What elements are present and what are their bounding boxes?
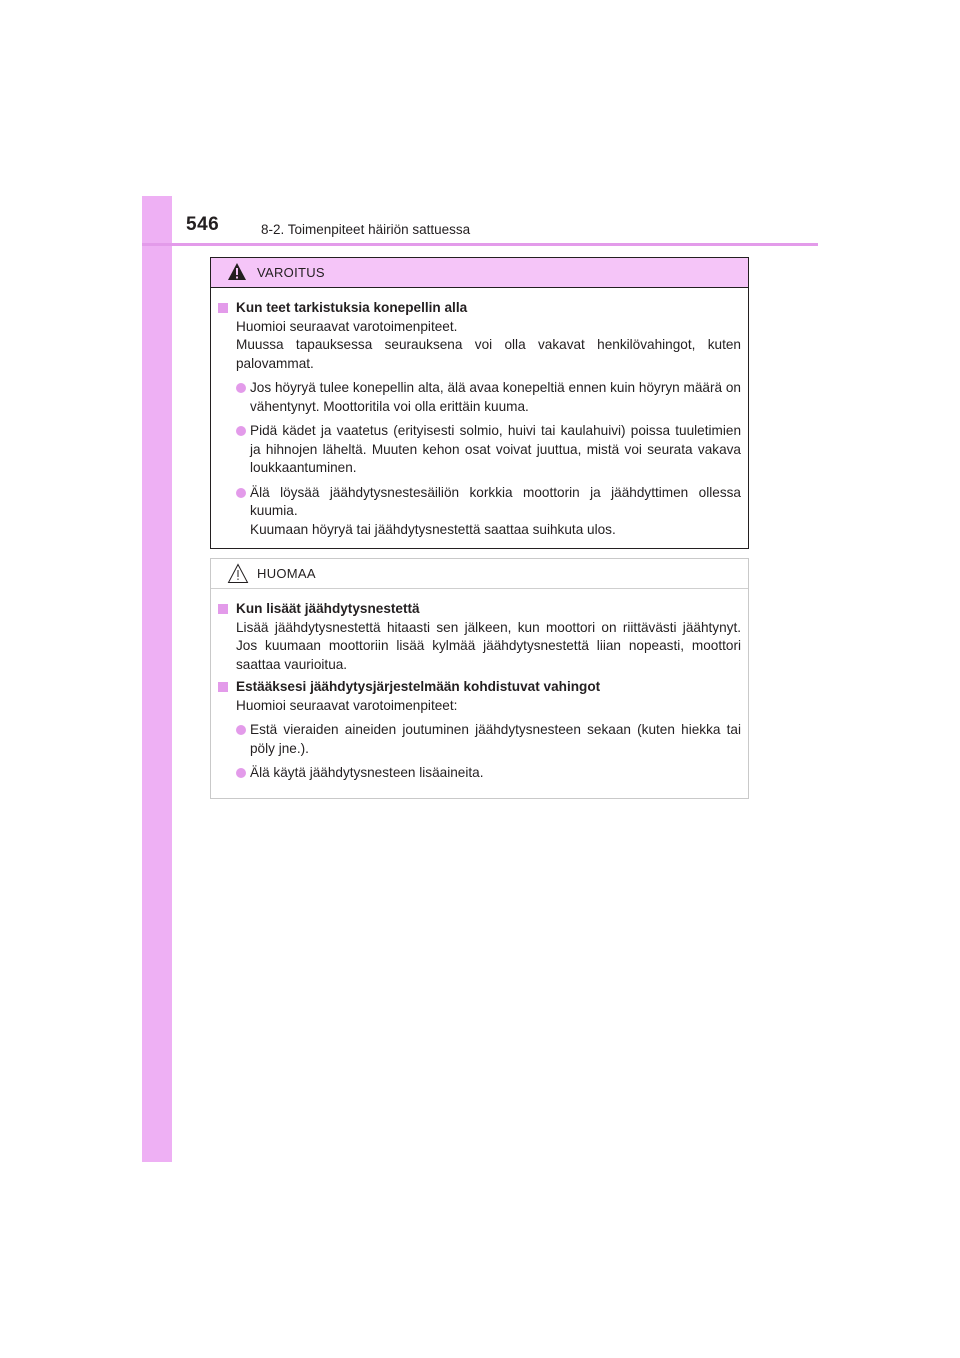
- notice-bullet: [218, 721, 741, 758]
- notice-para-1: Lisää jäähdytysnestettä hitaasti sen jälkeen, kun moottori on riittävästi jäähtynyt. Jos kuumaan moottoriin lisää kylmää jäähdytysnestettä liian nopeasti, moottori saattaa vaurioitua.: [236, 619, 741, 672]
- warning-bullet-extra: Kuumaan höyryä tai jäähdytysnestettä saattaa suihkuta ulos.: [250, 521, 616, 537]
- warning-bullet: [218, 379, 741, 416]
- notice-heading-2: [218, 678, 741, 697]
- page-number: 546: [186, 214, 220, 235]
- chapter-side-tab: [142, 196, 172, 1162]
- notice-bullet-text: Älä käytä jäähdytysnesteen lisäaineita.: [250, 765, 484, 780]
- warning-box: [210, 257, 749, 549]
- round-bullet-icon: [236, 725, 246, 735]
- square-bullet-icon: [218, 604, 228, 614]
- notice-heading-1: [218, 600, 741, 619]
- square-bullet-icon: [218, 682, 228, 692]
- round-bullet-icon: [236, 426, 246, 436]
- warning-bullet: [218, 484, 741, 540]
- warning-title: VAROITUS: [257, 265, 325, 280]
- warning-heading: [218, 299, 741, 318]
- notice-box: [210, 558, 749, 799]
- warning-bullet-text: Jos höyryä tulee konepellin alta, älä avaa konepeltiä ennen kuin höyryn määrä on vähentynyt. Moottoritila voi olla erittäin kuuma.: [250, 380, 741, 414]
- warning-triangle-outline-icon: [227, 563, 249, 589]
- notice-heading-1-text: Kun lisäät jäähdytysnestettä: [236, 601, 420, 616]
- warning-bullet-text: Pidä kädet ja vaatetus (erityisesti solmio, huivi tai kaulahuivi) poissa tuuletimien ja hihnojen läheltä. Muuten kehon osat voivat juuttua, mistä voi seurata vakava loukkaantuminen.: [250, 423, 741, 475]
- warning-triangle-filled-icon: [227, 262, 247, 286]
- header-divider: [142, 243, 818, 246]
- round-bullet-icon: [236, 768, 246, 778]
- notice-heading-2-text: Estääksesi jäähdytysjärjestelmään kohdistuvat vahingot: [236, 679, 601, 694]
- notice-bullet-text: Estä vieraiden aineiden joutuminen jäähdytysnesteen sekaan (kuten hiekka tai pöly jne.).: [250, 722, 741, 756]
- round-bullet-icon: [236, 383, 246, 393]
- round-bullet-icon: [236, 488, 246, 498]
- notice-para-2: Huomioi seuraavat varotoimenpiteet:: [236, 697, 458, 713]
- warning-intro-2: Muussa tapauksessa seurauksena voi olla vakavat henkilövahingot, kuten palovammat.: [236, 337, 741, 371]
- warning-bullet: [218, 422, 741, 478]
- warning-bullet-text: Älä löysää jäähdytysnestesäiliön korkkia moottorin ja jäähdyttimen ollessa kuumia.: [250, 484, 741, 518]
- notice-box-header: [211, 559, 748, 589]
- warning-box-header: [211, 258, 748, 288]
- section-title: 8-2. Toimenpiteet häiriön sattuessa: [261, 222, 471, 237]
- warning-intro-1: Huomioi seuraavat varotoimenpiteet.: [236, 318, 458, 334]
- notice-bullet: [218, 764, 741, 783]
- notice-title: HUOMAA: [257, 566, 316, 581]
- warning-heading-text: Kun teet tarkistuksia konepellin alla: [236, 300, 468, 315]
- square-bullet-icon: [218, 303, 228, 313]
